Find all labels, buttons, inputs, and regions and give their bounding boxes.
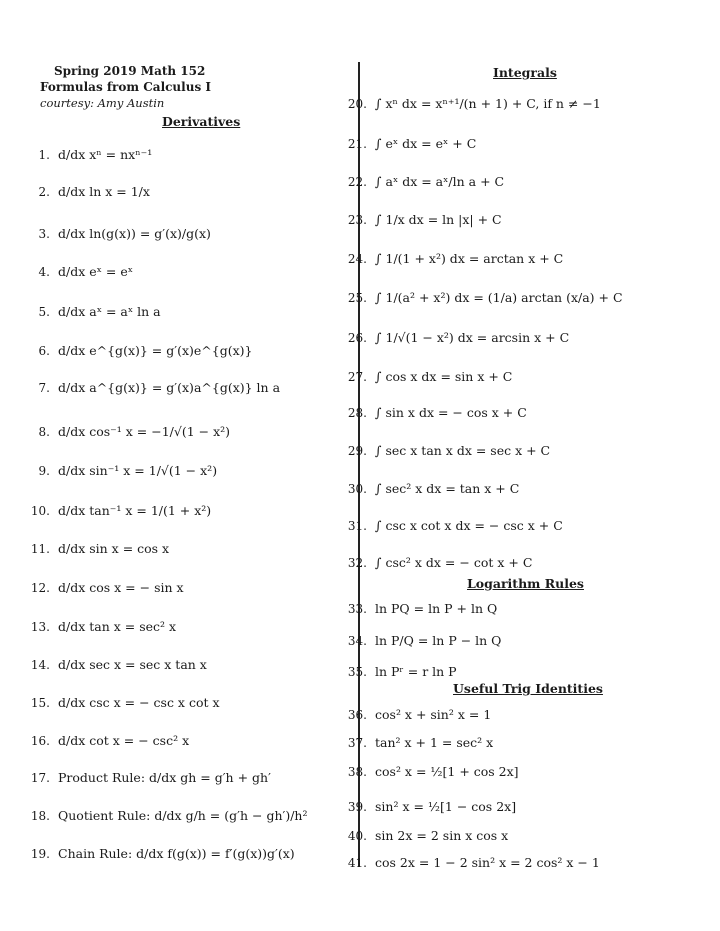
formula-item: 36. cos² x + sin² x = 1 <box>347 707 492 722</box>
formula-item: 1. d/dx xⁿ = nxⁿ⁻¹ <box>38 147 153 162</box>
formula-item: 41. cos 2x = 1 − 2 sin² x = 2 cos² x − 1 <box>347 855 600 870</box>
integrals-heading: Integrals <box>493 65 557 80</box>
formula-item: 27. ∫ cos x dx = sin x + C <box>347 369 513 384</box>
formula-item: 31. ∫ csc x cot x dx = − csc x + C <box>347 518 563 533</box>
formula-item: 26. ∫ 1/√(1 − x²) dx = arcsin x + C <box>347 330 570 345</box>
formula-item: 37. tan² x + 1 = sec² x <box>347 735 494 750</box>
formula-item: 7. d/dx a^{g(x)} = g′(x)a^{g(x)} ln a <box>38 380 281 395</box>
sheet-title: Formulas from Calculus I <box>40 80 211 94</box>
formula-item: 38. cos² x = ½[1 + cos 2x] <box>347 764 519 779</box>
formula-item: 13. d/dx tan x = sec² x <box>30 619 177 634</box>
formula-item: 14. d/dx sec x = sec x tan x <box>30 657 207 672</box>
formula-item: 5. d/dx aˣ = aˣ ln a <box>38 304 161 319</box>
formula-item: 39. sin² x = ½[1 − cos 2x] <box>347 799 517 814</box>
formula-item: 32. ∫ csc² x dx = − cot x + C <box>347 555 533 570</box>
formula-item: 21. ∫ eˣ dx = eˣ + C <box>347 136 477 151</box>
formula-item: 12. d/dx cos x = − sin x <box>30 580 184 595</box>
formula-item: 11. d/dx sin x = cos x <box>30 541 170 556</box>
formula-item: 9. d/dx sin⁻¹ x = 1/√(1 − x²) <box>38 463 218 478</box>
formula-item: 30. ∫ sec² x dx = tan x + C <box>347 481 520 496</box>
formula-item: 28. ∫ sin x dx = − cos x + C <box>347 405 527 420</box>
trig-identities-heading: Useful Trig Identities <box>453 681 603 696</box>
formula-item: 29. ∫ sec x tan x dx = sec x + C <box>347 443 551 458</box>
formula-item: 18. Quotient Rule: d/dx g/h = (g′h − gh′)/h² <box>30 808 308 823</box>
formula-item: 25. ∫ 1/(a² + x²) dx = (1/a) arctan (x/a) + C <box>347 290 623 305</box>
formula-item: 22. ∫ aˣ dx = aˣ/ln a + C <box>347 174 505 189</box>
formula-item: 3. d/dx ln(g(x)) = g′(x)/g(x) <box>38 226 211 241</box>
formula-item: 23. ∫ 1/x dx = ln |x| + C <box>347 212 502 227</box>
formula-item: 34. ln P/Q = ln P − ln Q <box>347 633 502 648</box>
course-title: Spring 2019 Math 152 <box>54 64 206 78</box>
logarithm-rules-heading: Logarithm Rules <box>467 576 584 591</box>
formula-item: 2. d/dx ln x = 1/x <box>38 184 150 199</box>
formula-item: 19. Chain Rule: d/dx f(g(x)) = f′(g(x))g′(x) <box>30 846 295 861</box>
courtesy-line: courtesy: Amy Austin <box>40 96 165 110</box>
formula-item: 35. ln Pʳ = r ln P <box>347 664 457 679</box>
formula-item: 4. d/dx eˣ = eˣ <box>38 264 134 279</box>
formula-item: 17. Product Rule: d/dx gh = g′h + gh′ <box>30 770 271 785</box>
formula-item: 16. d/dx cot x = − csc² x <box>30 733 190 748</box>
formula-item: 24. ∫ 1/(1 + x²) dx = arctan x + C <box>347 251 564 266</box>
formula-item: 33. ln PQ = ln P + ln Q <box>347 601 498 616</box>
formula-item: 40. sin 2x = 2 sin x cos x <box>347 828 509 843</box>
formula-item: 20. ∫ xⁿ dx = xⁿ⁺¹/(n + 1) + C, if n ≠ −1 <box>347 96 601 111</box>
sheet-header <box>40 63 230 111</box>
derivatives-heading: Derivatives <box>162 114 241 129</box>
formula-item: 6. d/dx e^{g(x)} = g′(x)e^{g(x)} <box>38 343 253 358</box>
formula-item: 8. d/dx cos⁻¹ x = −1/√(1 − x²) <box>38 424 231 439</box>
formula-item: 10. d/dx tan⁻¹ x = 1/(1 + x²) <box>30 503 212 518</box>
formula-item: 15. d/dx csc x = − csc x cot x <box>30 695 220 710</box>
